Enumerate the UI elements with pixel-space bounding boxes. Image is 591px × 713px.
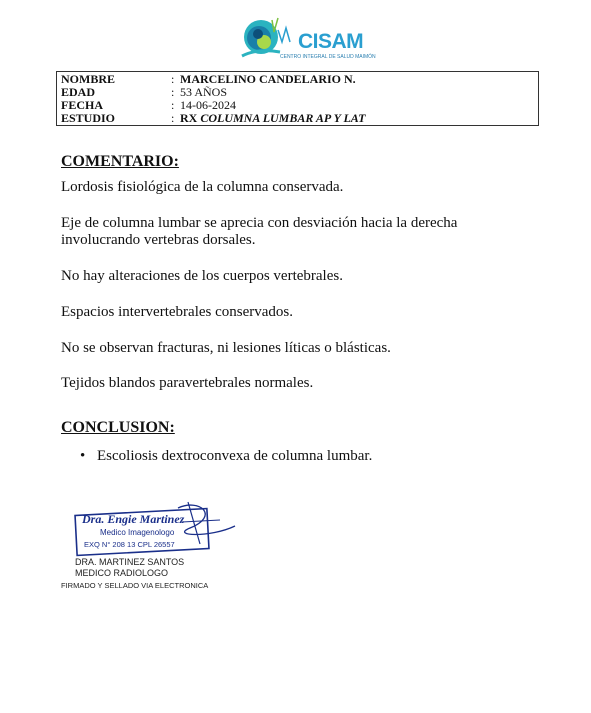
edad-label: EDAD — [61, 85, 96, 99]
logo-subtitle: CENTRO INTEGRAL DE SALUD MAIMÓN — [280, 54, 376, 60]
fecha-label: FECHA — [61, 98, 103, 112]
estudio-name: COLUMNA LUMBAR AP Y LAT — [200, 111, 366, 125]
estudio-label: ESTUDIO — [61, 111, 116, 125]
comentario-paragraph: Eje de columna lumbar se aprecia con desviación hacia la derecha involucrando vertebras dorsales. — [61, 215, 458, 248]
nombre-value: MARCELINO CANDELARIO N. — [180, 72, 356, 86]
estudio-value — [180, 112, 365, 125]
comentario-paragraph: No hay alteraciones de los cuerpos vertebrales. — [61, 268, 343, 284]
estudio-prefix: RX — [180, 111, 198, 125]
comentario-paragraph: Tejidos blandos paravertebrales normales. — [61, 375, 314, 391]
comentario-heading: COMENTARIO: — [61, 153, 179, 170]
comentario-paragraph: No se observan fracturas, ni lesiones líticas o blásticas. — [61, 340, 391, 356]
signature-stamp — [70, 498, 240, 560]
conclusion-item-text: Escoliosis dextroconvexa de columna lumbar. — [97, 448, 373, 464]
signature-footer: FIRMADO Y SELLADO VIA ELECTRONICA — [61, 581, 209, 590]
nombre-label: NOMBRE — [61, 72, 115, 86]
colon: : — [171, 85, 175, 99]
stamp-role: Medico Imagenologo — [100, 528, 175, 537]
colon: : — [171, 111, 175, 125]
signer-title: MEDICO RADIOLOGO — [75, 568, 169, 578]
colon: : — [171, 98, 175, 112]
edad-value: 53 AÑOS — [180, 85, 228, 99]
conclusion-heading: CONCLUSION: — [61, 419, 175, 436]
patient-info-box — [56, 71, 539, 126]
stamp-name: Dra. Engie Martinez — [82, 512, 185, 526]
comentario-paragraph: Espacios intervertebrales conservados. — [61, 304, 293, 320]
comentario-paragraph: Lordosis fisiológica de la columna conservada. — [61, 179, 344, 195]
cisam-logo — [228, 12, 376, 68]
fecha-value: 14-06-2024 — [180, 98, 236, 112]
logo-name: CISAM — [298, 30, 364, 53]
bullet-icon: • — [80, 448, 86, 464]
stamp-license: EXQ N° 208 13 CPL 26557 — [84, 540, 175, 549]
colon: : — [171, 72, 175, 86]
signer-name: DRA. MARTINEZ SANTOS — [75, 557, 185, 567]
